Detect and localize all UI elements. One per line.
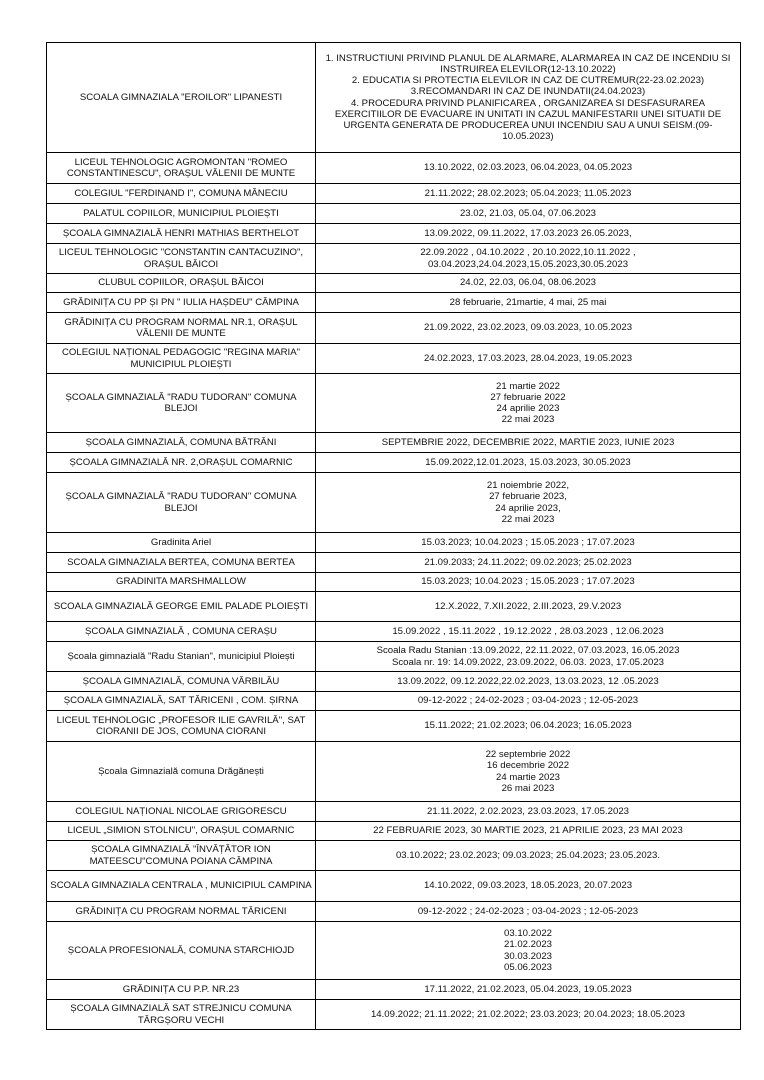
date-line: 24 aprilie 2023, xyxy=(495,502,561,514)
date-line: 27 februarie 2023, xyxy=(489,491,567,503)
school-name-cell: LICEUL „SIMION STOLNICU", ORAȘUL COMARNIC xyxy=(47,822,316,841)
date-line: 05.06.2023 xyxy=(503,961,552,973)
date-line: 21.09.2033; 24.11.2022; 09.02.2023; 25.02.2023 xyxy=(424,556,632,568)
table-row xyxy=(47,43,741,153)
school-name-cell: COLEGIUL NAȚIONAL PEDAGOGIC "REGINA MARIA" MUNICIPIUL PLOIEȘTI xyxy=(47,344,316,374)
drill-dates-cell xyxy=(316,553,741,573)
date-line: 21.09.2022, 23.02.2023, 09.03.2023, 10.05.2023 xyxy=(423,322,633,334)
table-row xyxy=(47,184,741,204)
table-row xyxy=(47,742,741,802)
date-line: 12.X.2022, 7.XII.2022, 2.III.2023, 29.V.2023 xyxy=(434,600,622,612)
table-row xyxy=(47,711,741,742)
schedule-table xyxy=(46,42,741,1030)
drill-dates-cell xyxy=(316,244,741,274)
date-line: 15.03.2023; 10.04.2023 ; 15.05.2023 ; 17.07.2023 xyxy=(421,536,635,548)
school-name-cell: ȘCOALA GIMNAZIALĂ , COMUNA CERAȘU xyxy=(47,622,316,642)
table-row xyxy=(47,433,741,453)
table-row xyxy=(47,1000,741,1030)
school-name-cell: LICEUL TEHNOLOGIC „PROFESOR ILIE GAVRILĂ", SAT CIORANII DE JOS, COMUNA CIORANI xyxy=(47,711,316,742)
drill-dates-cell xyxy=(316,622,741,642)
table-row xyxy=(47,642,741,672)
date-line: 21.11.2022; 28.02.2023; 05.04.2023; 11.05.2023 xyxy=(424,187,632,199)
drill-dates-cell xyxy=(316,344,741,374)
table-row xyxy=(47,374,741,433)
date-line: Scoala nr. 19: 14.09.2022, 23.09.2022, 06.03. 2023, 17.05.2023 xyxy=(391,656,665,668)
date-line: SEPTEMBRIE 2022, DECEMBRIE 2022, MARTIE 2023, IUNIE 2023 xyxy=(381,436,675,448)
drill-dates-cell xyxy=(316,822,741,841)
date-line: 13.10.2022, 02.03.2023, 06.04.2023, 04.05.2023 xyxy=(423,162,633,174)
date-line: 24 aprilie 2023 xyxy=(496,403,560,414)
table-row xyxy=(47,592,741,622)
table-row xyxy=(47,204,741,224)
date-line: 09-12-2022 ; 24-02-2023 ; 03-04-2023 ; 12-05-2023 xyxy=(417,905,639,917)
school-name-cell: ȘCOALA GIMNAZIALĂ "RADU TUDORAN" COMUNA BLEJOI xyxy=(47,374,316,433)
drill-dates-cell xyxy=(316,374,741,433)
drill-dates-cell xyxy=(316,533,741,553)
drill-dates-cell xyxy=(316,473,741,533)
school-name-cell: GRĂDINIȚA CU PROGRAM NORMAL TĂRICENI xyxy=(47,902,316,922)
school-name-cell: GRADINITA MARSHMALLOW xyxy=(47,573,316,592)
date-line: 15.11.2022; 21.02.2023; 06.04.2023; 16.05.2023 xyxy=(424,720,632,732)
table-row xyxy=(47,802,741,822)
school-name-cell: ȘCOALA GIMNAZIALĂ SAT STREJNICU COMUNA TÂRGȘORU VECHI xyxy=(47,1000,316,1030)
school-name-cell: Școala gimnazială "Radu Stanian", municipiul Ploiești xyxy=(47,642,316,672)
table-row xyxy=(47,274,741,293)
school-name-cell: CLUBUL COPIILOR, ORAȘUL BĂICOI xyxy=(47,274,316,293)
document-page xyxy=(46,42,731,1030)
table-row xyxy=(47,453,741,473)
school-name-cell: LICEUL TEHNOLOGIC AGROMONTAN "ROMEO CONSTANTINESCU", ORAȘUL VĂLENII DE MUNTE xyxy=(47,153,316,184)
drill-dates-cell xyxy=(316,153,741,184)
date-line: 30.03.2023 xyxy=(503,950,552,962)
date-line: 22 FEBRUARIE 2023, 30 MARTIE 2023, 21 APRILIE 2023, 23 MAI 2023 xyxy=(373,825,683,837)
table-row xyxy=(47,244,741,274)
drill-dates-cell xyxy=(316,692,741,711)
school-name-cell: LICEUL TEHNOLOGIC "CONSTANTIN CANTACUZINO", ORAȘUL BĂICOI xyxy=(47,244,316,274)
drill-dates-cell xyxy=(316,711,741,742)
school-name-cell: ȘCOALA GIMNAZIALĂ NR. 2,ORAȘUL COMARNIC xyxy=(47,453,316,473)
date-line: 03.10.2022 xyxy=(503,928,552,940)
school-name-cell: ȘCOALA GIMNAZIALĂ, COMUNA BĂTRÂNI xyxy=(47,433,316,453)
school-name-cell: GRĂDINIȚA CU PROGRAM NORMAL NR.1, ORAȘUL VĂLENII DE MUNTE xyxy=(47,313,316,344)
table-row xyxy=(47,153,741,184)
date-line: 17.11.2022, 21.02.2023, 05.04.2023, 19.05.2023 xyxy=(424,983,632,995)
date-line: 26 mai 2023 xyxy=(501,782,555,794)
school-name-cell: SCOALA GIMNAZIALĂ GEORGE EMIL PALADE PLOIEȘTI xyxy=(47,592,316,622)
date-line: 14.09.2022; 21.11.2022; 21.02.2022; 23.03.2023; 20.04.2023; 18.05.2023 xyxy=(370,1008,686,1020)
date-line: 21 noiembrie 2022, xyxy=(486,480,570,492)
school-name-cell: ȘCOALA GIMNAZIALĂ HENRI MATHIAS BERTHELOT xyxy=(47,224,316,244)
table-row xyxy=(47,841,741,871)
drill-dates-cell xyxy=(316,313,741,344)
drill-dates-cell xyxy=(316,871,741,902)
drill-dates-cell xyxy=(316,902,741,922)
date-line: 22.09.2022 , 04.10.2022 , 20.10.2022,10.11.2022 , xyxy=(420,247,636,259)
date-line: 14.10.2022, 09.03.2023, 18.05.2023, 20.07.2023 xyxy=(423,880,633,892)
date-line: 23.02, 21.03, 05.04, 07.06.2023 xyxy=(459,207,597,219)
date-line: 22 mai 2023 xyxy=(501,513,555,525)
school-name-cell: SCOALA GIMNAZIALA CENTRALA , MUNICIPIUL CAMPINA xyxy=(47,871,316,902)
date-line: 15.03.2023; 10.04.2023 ; 15.05.2023 ; 17.07.2023 xyxy=(421,576,635,588)
school-name-cell: ȘCOALA PROFESIONALĂ, COMUNA STARCHIOJD xyxy=(47,922,316,980)
date-line: 24 martie 2023 xyxy=(496,771,560,783)
school-name-cell: SCOALA GIMNAZIALA "EROILOR" LIPANESTI xyxy=(47,43,316,153)
table-row xyxy=(47,980,741,1000)
drill-dates-cell xyxy=(316,274,741,293)
table-row xyxy=(47,822,741,841)
school-name-cell: ȘCOALA GIMNAZIALĂ "ÎNVĂȚĂTOR ION MATEESCU"COMUNA POIANA CÂMPINA xyxy=(47,841,316,871)
drill-dates-cell xyxy=(316,453,741,473)
schedule-table-body xyxy=(47,43,741,1030)
table-row xyxy=(47,224,741,244)
school-name-cell: COLEGIUL NAȚIONAL NICOLAE GRIGORESCU xyxy=(47,802,316,822)
school-name-cell: PALATUL COPIILOR, MUNICIPIUL PLOIEȘTI xyxy=(47,204,316,224)
drill-dates-cell xyxy=(316,841,741,871)
date-line: 13.09.2022, 09.11.2022, 17.03.2023 26.05.2023, xyxy=(424,227,632,239)
date-line: 16 decembrie 2022 xyxy=(486,760,570,772)
drill-dates-cell xyxy=(316,802,741,822)
table-row xyxy=(47,473,741,533)
school-name-cell: ȘCOALA GIMNAZIALĂ, SAT TĂRICENI , COM. ȘIRNA xyxy=(47,692,316,711)
table-row xyxy=(47,871,741,902)
date-line: 4. PROCEDURA PRIVIND PLANIFICAREA , ORGANIZAREA SI DESFASURAREA EXERCITIILOR DE EVACUARE IN UNITATI IN CAZUL MANIFESTARII UNEI SITUATII DE URGENTA GENERATA DE PRODUCEREA UNUI INCENDIU SAU A UNUI SEISM.(09-10.05.2023) xyxy=(334,97,722,143)
table-row xyxy=(47,692,741,711)
table-row xyxy=(47,313,741,344)
school-name-cell: SCOALA GIMNAZIALA BERTEA, COMUNA BERTEA xyxy=(47,553,316,573)
table-row xyxy=(47,622,741,642)
drill-dates-cell xyxy=(316,433,741,453)
table-row xyxy=(47,533,741,553)
date-line: 1. INSTRUCTIUNI PRIVIND PLANUL DE ALARMARE, ALARMAREA IN CAZ DE INCENDIU SI INSTRUIREA ELEVILOR(12-13.10.2022) xyxy=(325,52,731,75)
date-line: 24.02, 22.03, 06.04, 08.06.2023 xyxy=(459,277,597,289)
date-line: 2. EDUCATIA SI PROTECTIA ELEVILOR IN CAZ DE CUTREMUR(22-23.02.2023) xyxy=(351,75,705,87)
date-line: 3.RECOMANDARI IN CAZ DE INUNDATII(24.04.2023) xyxy=(410,86,646,98)
school-name-cell: GRĂDINIȚA CU PP ȘI PN " IULIA HAȘDEU" CÂMPINA xyxy=(47,293,316,313)
drill-dates-cell xyxy=(316,293,741,313)
table-row xyxy=(47,553,741,573)
date-line: 21 martie 2022 xyxy=(496,380,560,392)
drill-dates-cell xyxy=(316,980,741,1000)
date-line: 21.11.2022, 2.02.2023, 23.03.2023, 17.05.2023 xyxy=(426,805,629,817)
date-line: 13.09.2022, 09.12.2022,22.02.2023, 13.03.2023, 12 .05.2023 xyxy=(397,675,659,687)
drill-dates-cell xyxy=(316,592,741,622)
date-line: Scoala Radu Stanian :13.09.2022, 22.11.2022, 07.03.2023, 16.05.2023 xyxy=(376,645,680,657)
drill-dates-cell xyxy=(316,184,741,204)
table-row xyxy=(47,293,741,313)
date-line: 22 septembrie 2022 xyxy=(485,749,571,761)
school-name-cell: COLEGIUL "FERDINAND I", COMUNA MĂNECIU xyxy=(47,184,316,204)
school-name-cell: ȘCOALA GIMNAZIALĂ, COMUNA VĂRBILĂU xyxy=(47,672,316,692)
date-line: 22 mai 2023 xyxy=(501,414,555,426)
date-line: 09-12-2022 ; 24-02-2023 ; 03-04-2023 ; 12-05-2023 xyxy=(417,695,639,707)
drill-dates-cell xyxy=(316,742,741,802)
school-name-cell: Școala Gimnazială comuna Drăgănești xyxy=(47,742,316,802)
drill-dates-cell xyxy=(316,1000,741,1030)
drill-dates-cell xyxy=(316,672,741,692)
table-row xyxy=(47,672,741,692)
drill-dates-cell xyxy=(316,43,741,153)
date-line: 24.02.2023, 17.03.2023, 28.04.2023, 19.05.2023 xyxy=(423,352,633,364)
table-row xyxy=(47,922,741,980)
date-line: 27 februarie 2022 xyxy=(490,391,566,403)
drill-dates-cell xyxy=(316,573,741,592)
table-row xyxy=(47,344,741,374)
drill-dates-cell xyxy=(316,204,741,224)
date-line: 28 februarie, 21martie, 4 mai, 25 mai xyxy=(449,296,607,308)
drill-dates-cell xyxy=(316,922,741,980)
date-line: 03.10.2022; 23.02.2023; 09.03.2023; 25.04.2023; 23.05.2023. xyxy=(395,849,661,861)
school-name-cell: GRĂDINIȚA CU P.P. NR.23 xyxy=(47,980,316,1000)
date-line: 15.09.2022,12.01.2023, 15.03.2023, 30.05.2023 xyxy=(425,456,631,468)
table-row xyxy=(47,573,741,592)
drill-dates-cell xyxy=(316,224,741,244)
date-line: 15.09.2022 , 15.11.2022 , 19.12.2022 , 28.03.2023 , 12.06.2023 xyxy=(392,625,664,637)
drill-dates-cell xyxy=(316,642,741,672)
date-line: 03.04.2023,24.04.2023,15.05.2023,30.05.2023 xyxy=(427,258,629,270)
table-row xyxy=(47,902,741,922)
school-name-cell: Gradinita Ariel xyxy=(47,533,316,553)
school-name-cell: ȘCOALA GIMNAZIALĂ "RADU TUDORAN" COMUNA BLEJOI xyxy=(47,473,316,533)
date-line: 21.02.2023 xyxy=(503,939,552,951)
